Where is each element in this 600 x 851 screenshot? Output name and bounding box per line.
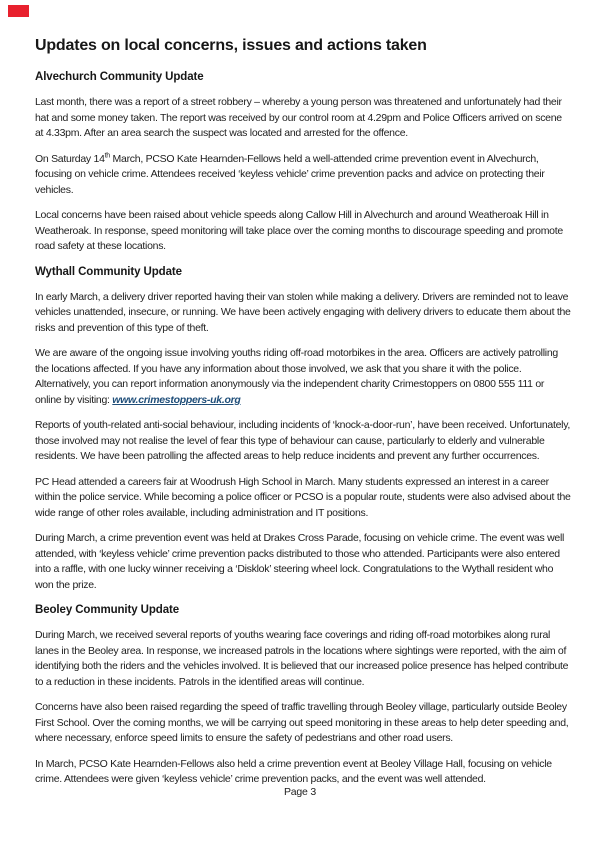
paragraph: Reports of youth-related anti-social behaviour, including incidents of ‘knock-a-door-run’, have been received. Unfortunately, those involved may not realise the level of fear this type of behaviour can cause, particularly to elderly and vulnerable residents. We have been patrolling the affected areas to help reduce incidents and prevent any further occurrences. bbox=[35, 419, 571, 462]
section-heading-beoley: Beoley Community Update bbox=[35, 604, 180, 616]
page-title: Updates on local concerns, issues and actions taken bbox=[35, 37, 427, 54]
sections-container bbox=[35, 70, 571, 788]
paragraph: In early March, a delivery driver reported having their van stolen while making a delivery. Drivers are reminded not to leave vehicles unattended, insecure, or running. We have been actively engaging with delivery drivers to educate them about the risks and prevention of this type of theft. bbox=[35, 290, 571, 334]
section-heading-wythall: Wythall Community Update bbox=[35, 265, 182, 278]
section-heading-alvechurch: Alvechurch Community Update bbox=[35, 71, 204, 83]
paragraph: We are aware of the ongoing issue involving youths riding off-road motorbikes in the area. Officers are actively patrolling the locations affected. If you have any information about those involved, we ask that you share it with the police. Alternatively, you can report information anonymously via the independent charity Crimestoppers on 0800 555 111 or online by visiting: www.crimestoppers-uk.org bbox=[35, 347, 558, 406]
page-number: Page 3 bbox=[283, 786, 317, 798]
paragraph: Local concerns have been raised about vehicle speeds along Callow Hill in Alvechurch and around Weatheroak Hill in Weatheroak. In response, speed monitoring will take place over the coming months to discourage speeding and promote road safety at these locations. bbox=[35, 209, 563, 252]
paragraph: On Saturday 14th March, PCSO Kate Hearnden-Fellows held a well-attended crime prevention event in Alvechurch, focusing on vehicle crime. Attendees received ‘keyless vehicle’ crime prevention packs and advice on protecting their vehicles. bbox=[35, 152, 545, 196]
document-body bbox=[35, 36, 571, 798]
paragraph: Last month, there was a report of a street robbery – whereby a young person was threatened and unfortunately had their hat and some money taken. The report was received by our control room at 4.29pm and Police Officers arrived on scene at 4.33pm. After an area search the suspect was located and arrested for the offence. bbox=[35, 96, 562, 139]
ordinal-superscript: th bbox=[104, 152, 110, 159]
crimestoppers-link[interactable]: www.crimestoppers-uk.org bbox=[112, 393, 241, 406]
red-annotation-mark-icon bbox=[8, 5, 29, 17]
paragraph: Concerns have also been raised regarding the speed of traffic travelling through Beoley village, particularly outside Beoley First School. Over the coming months, we will be carrying out speed monitoring in these areas to help deter speeding and, where necessary, enforce speed limits to ensure the safety of pedestrians and other road users. bbox=[35, 701, 569, 744]
paragraph: During March, we received several reports of youths wearing face coverings and riding off-road motorbikes along rural lanes in the Beoley area. In response, we increased patrols in the locations where sightings were reported, with the aim of identifying both the riders and the vehicles involved. It is believed that our increased police presence has helped contribute to a reduction in these incidents. Patrols in the identified areas will continue. bbox=[35, 629, 569, 688]
paragraph: During March, a crime prevention event was held at Drakes Cross Parade, focusing on vehicle crime. The event was well attended, with ‘keyless vehicle’ crime prevention packs distributed to those who attended. Participants were also entered into a raffle, with one lucky winner receiving a ‘Disklok’ steering wheel lock. Congratulations to the Wythall resident who won the prize. bbox=[35, 532, 565, 591]
paragraph: In March, PCSO Kate Hearnden-Fellows also held a crime prevention event at Beoley Village Hall, focusing on vehicle crime. Attendees were given ‘keyless vehicle’ crime prevention packs, and the event was well attended. bbox=[35, 757, 552, 785]
paragraph: PC Head attended a careers fair at Woodrush High School in March. Many students expressed an interest in a career within the police service. While becoming a police officer or PCSO is a popular route, students were also advised about the wide range of other roles available, including administration and IT positions. bbox=[35, 475, 571, 519]
